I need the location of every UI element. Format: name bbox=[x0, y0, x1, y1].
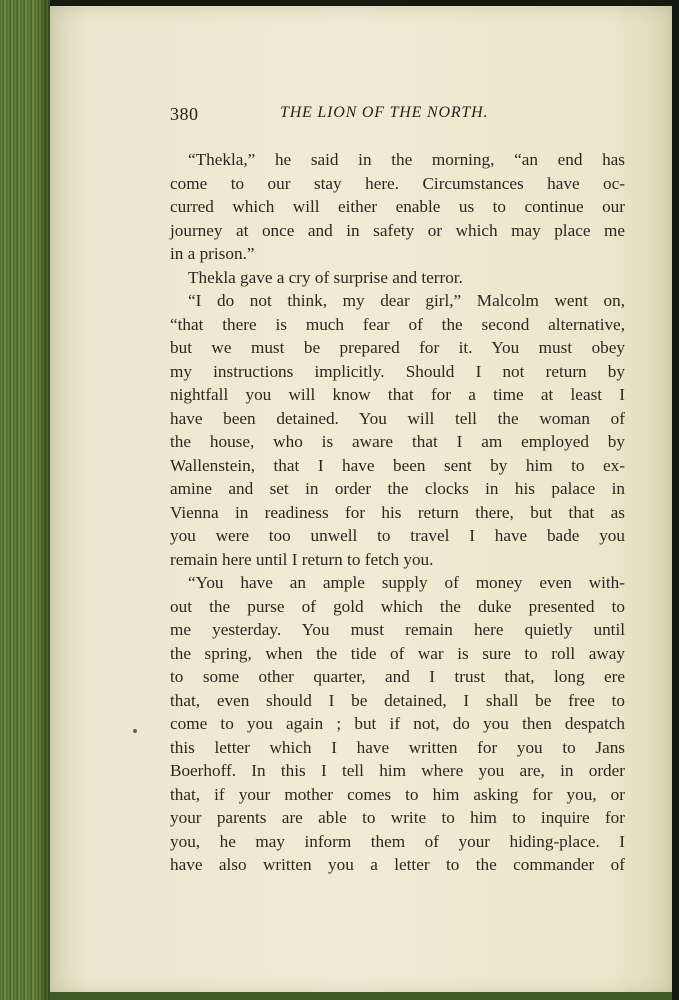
text-line: “You have an ample supply of money even with- bbox=[188, 573, 625, 592]
paragraph bbox=[170, 571, 625, 877]
text-line: out the purse of gold which the duke presented to bbox=[170, 596, 625, 616]
text-line: me yesterday. You must remain here quietly until bbox=[170, 620, 625, 639]
text-line: the spring, when the tide of war is sure to roll away bbox=[170, 643, 625, 663]
text-line: this letter which I have written for you to Jans bbox=[170, 737, 625, 757]
text-line: Vienna in readiness for his return there, but that as bbox=[170, 502, 625, 522]
text-line: amine and set in order the clocks in his palace in bbox=[170, 479, 625, 498]
bottom-edge bbox=[50, 992, 672, 1000]
text-line: curred which will either enable us to continue our bbox=[170, 197, 625, 216]
text-line: you, he may inform them of your hiding-place. I bbox=[170, 831, 625, 851]
text-line: Wallenstein, that I have been sent by him to ex- bbox=[170, 455, 625, 475]
paragraph bbox=[170, 289, 625, 571]
text-line: come to our stay here. Circumstances have oc- bbox=[170, 173, 625, 193]
text-line: remain here until I return to fetch you. bbox=[170, 549, 434, 569]
text-line: that, if your mother comes to him asking for you, or bbox=[170, 784, 625, 804]
page-number: 380 bbox=[170, 104, 199, 124]
running-title: THE LION OF THE NORTH. bbox=[280, 104, 489, 121]
text-line: you were too unwell to travel I have bade you bbox=[170, 526, 625, 545]
text-line: Boerhoff. In this I tell him where you are, in order bbox=[170, 761, 625, 780]
text-line: to some other quarter, and I trust that, long ere bbox=[170, 667, 625, 686]
text-line: have also written you a letter to the commander of bbox=[170, 855, 625, 874]
text-line: in a prison.” bbox=[170, 244, 255, 263]
text-line: come to you again ; but if not, do you then despatch bbox=[170, 714, 625, 733]
text-line: that, even should I be detained, I shall be free to bbox=[170, 690, 625, 710]
text-line: “Thekla,” he said in the morning, “an end has bbox=[188, 150, 625, 169]
text-line: the house, who is aware that I am employed by bbox=[170, 432, 625, 451]
text-line: journey at once and in safety or which may place me bbox=[170, 220, 625, 240]
text-line: “I do not think, my dear girl,” Malcolm went on, bbox=[188, 291, 625, 310]
text-line: my instructions implicitly. Should I not return by bbox=[170, 361, 625, 381]
paragraph bbox=[170, 266, 625, 290]
text-line: “that there is much fear of the second alternative, bbox=[170, 314, 625, 334]
text-line: your parents are able to write to him to inquire for bbox=[170, 808, 625, 827]
body-text bbox=[170, 148, 625, 877]
page-header bbox=[170, 104, 630, 130]
paragraph bbox=[170, 148, 625, 266]
text-line: have been detained. You will tell the woman of bbox=[170, 408, 625, 428]
text-line: Thekla gave a cry of surprise and terror. bbox=[188, 267, 463, 287]
text-line: but we must be prepared for it. You must obey bbox=[170, 338, 625, 357]
text-line: nightfall you will know that for a time at least I bbox=[170, 385, 625, 404]
paper-speck bbox=[133, 729, 137, 733]
